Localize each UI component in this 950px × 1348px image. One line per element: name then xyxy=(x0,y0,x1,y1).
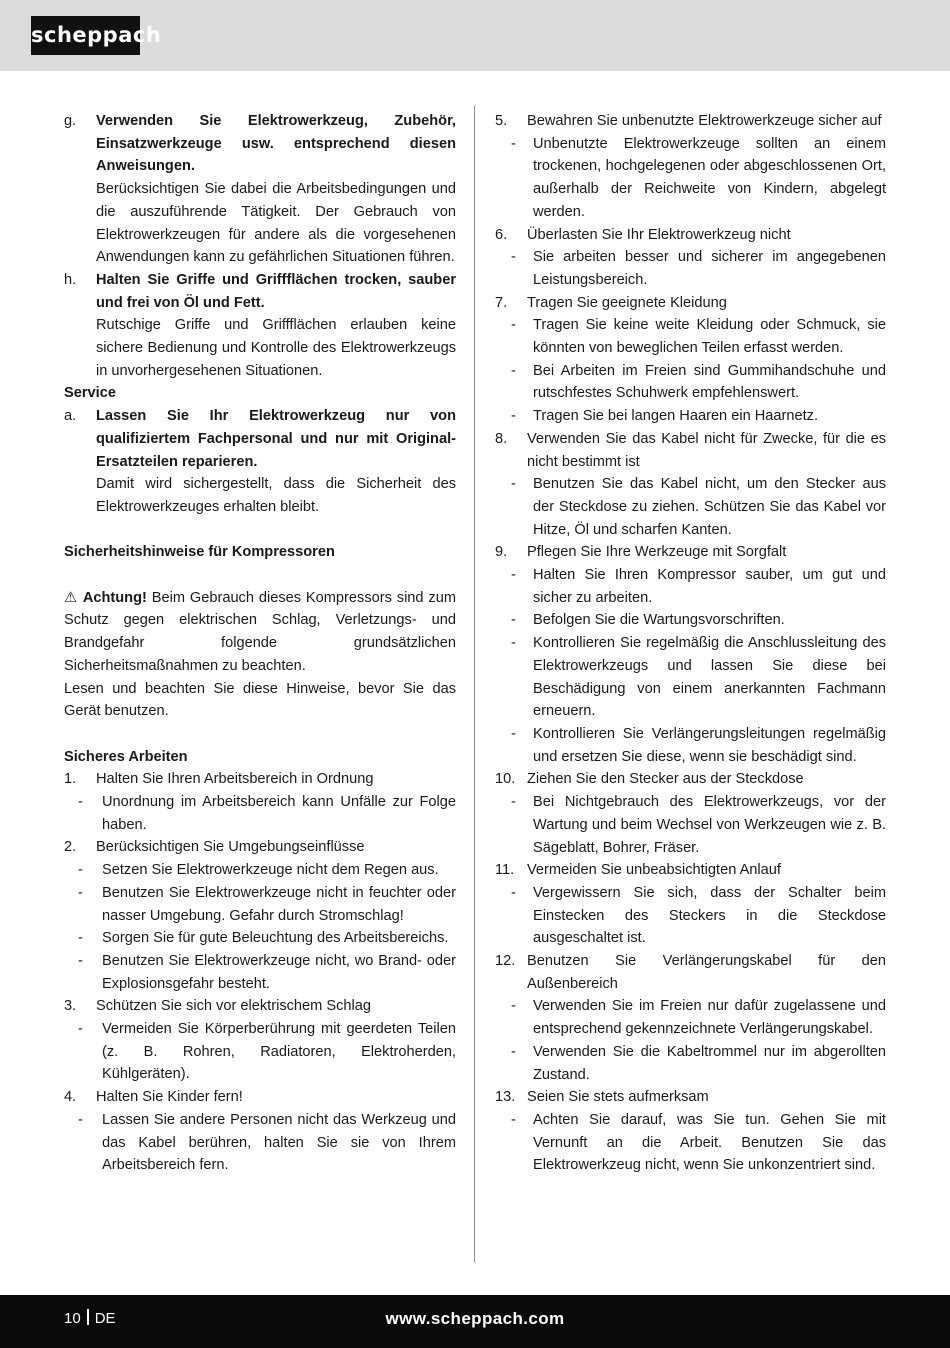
item-text: Damit wird sichergestellt, dass die Sicherheit des Elektrowerkzeuges erhalten bleibt. xyxy=(96,476,456,515)
sub-item xyxy=(64,1018,456,1086)
item-number: 7. xyxy=(495,294,508,311)
dash-bullet: - xyxy=(78,1021,83,1038)
sub-item xyxy=(64,950,456,995)
warning-icon: ⚠ xyxy=(64,589,78,606)
sub-item-text: Tragen Sie bei langen Haaren ein Haarnetz. xyxy=(533,408,819,425)
dash-bullet: - xyxy=(511,612,516,629)
safe-working-list-continued xyxy=(495,110,886,1177)
item-marker: g. xyxy=(64,113,77,129)
page-footer xyxy=(0,1295,950,1348)
sub-item xyxy=(495,360,886,405)
sub-item xyxy=(495,405,886,428)
item-title: Bewahren Sie unbenutzte Elektrowerkzeuge sicher auf xyxy=(527,113,882,129)
sub-item-text: Benutzen Sie Elektrowerkzeuge nicht in feuchter oder nasser Umgebung. Gefahr durch Stromschlag! xyxy=(102,884,456,924)
sub-item-text: Halten Sie Ihren Kompressor sauber, um gut und sicher zu arbeiten. xyxy=(533,567,886,606)
sub-item-text: Benutzen Sie das Kabel nicht, um den Stecker aus der Steckdose zu ziehen. Schützen Sie das Kabel vor Hitze, Öl und scharfen Kanten. xyxy=(533,476,886,538)
item-title: Benutzen Sie Verlängerungskabel für den Außenbereich xyxy=(527,953,886,992)
sub-item-text: Verwenden Sie die Kabeltrommel nur im abgerollten Zustand. xyxy=(533,1043,886,1083)
item-title: Halten Sie Kinder fern! xyxy=(96,1089,243,1106)
item-number: 3. xyxy=(64,998,77,1015)
dash-bullet: - xyxy=(511,884,516,901)
item-title: Seien Sie stets aufmerksam xyxy=(527,1089,709,1106)
sub-item xyxy=(495,1041,886,1086)
read-instructions: Lesen und beachten Sie diese Hinweise, bevor Sie das Gerät benutzen. xyxy=(64,680,456,720)
sub-item-text: Befolgen Sie die Wartungsvorschriften. xyxy=(533,612,785,629)
dash-bullet: - xyxy=(78,884,83,901)
list-item xyxy=(64,110,456,269)
website-link[interactable]: www.scheppach.com xyxy=(385,1309,565,1328)
sub-item-text: Unbenutzte Elektrowerkzeuge sollten an einem trockenen, hochgelegenen oder abgeschlossenen Ort, außerhalb der Reichweite von Kindern, abgelegt werden. xyxy=(533,135,886,220)
sub-item xyxy=(64,859,456,882)
dash-bullet: - xyxy=(511,794,516,811)
item-marker: a. xyxy=(64,408,77,425)
item-number: 10. xyxy=(495,771,516,788)
service-heading: Service xyxy=(64,385,116,402)
sub-item-text: Achten Sie darauf, was Sie tun. Gehen Sie mit Vernunft an die Arbeit. Benutzen Sie das Elektrowerkzeug nicht, wenn Sie unkonzentriert sind. xyxy=(533,1111,886,1174)
dash-bullet: - xyxy=(511,362,516,379)
item-marker: h. xyxy=(64,271,77,288)
sub-item-text: Bei Nichtgebrauch des Elektrowerkzeugs, vor der Wartung und beim Wechsel von Werkzeugen wie z. B. Sägeblatt, Bohrer, Fräser. xyxy=(533,794,886,856)
compressor-heading: Sicherheitshinweise für Kompressoren xyxy=(64,544,335,561)
sub-item xyxy=(495,1109,886,1177)
sub-item xyxy=(64,791,456,836)
item-text: Rutschige Griffe und Griffflächen erlauben keine sichere Bedienung und Kontrolle des Elektrowerkzeugs in unvorhergesehenen Situationen. xyxy=(96,317,456,379)
item-number: 11. xyxy=(495,862,515,879)
sub-item xyxy=(495,246,886,291)
dash-bullet: - xyxy=(511,249,516,266)
sub-item xyxy=(495,723,886,768)
dash-bullet: - xyxy=(511,135,516,152)
item-title: Berücksichtigen Sie Umgebungseinflüsse xyxy=(96,839,365,856)
sub-item-text: Tragen Sie keine weite Kleidung oder Schmuck, sie könnten von beweglichen Teilen erfasst werden. xyxy=(533,317,886,357)
page-header xyxy=(0,0,950,71)
sub-item xyxy=(495,133,886,224)
sub-item-text: Kontrollieren Sie regelmäßig die Anschlussleitung des Elektrowerkzeugs und lassen Sie diese bei Beschädigung von einem anerkannten Fachmann erneuern. xyxy=(533,635,886,720)
dash-bullet: - xyxy=(511,567,516,584)
item-number: 6. xyxy=(495,226,508,243)
dash-bullet: - xyxy=(511,408,516,425)
dash-bullet: - xyxy=(78,794,83,811)
list-item xyxy=(64,405,456,519)
numbered-item xyxy=(495,292,886,315)
item-number: 4. xyxy=(64,1089,77,1106)
language-code: DE xyxy=(94,1310,116,1327)
item-title: Tragen Sie geeignete Kleidung xyxy=(527,294,727,311)
sub-item-text: Sorgen Sie für gute Beleuchtung des Arbeitsbereichs. xyxy=(102,930,449,947)
item-number: 5. xyxy=(495,113,508,129)
numbered-item xyxy=(495,859,886,882)
list-item xyxy=(64,269,456,383)
item-title: Halten Sie Ihren Arbeitsbereich in Ordnung xyxy=(96,771,374,788)
sub-item-text: Kontrollieren Sie Verlängerungsleitungen regelmäßig und ersetzen Sie diese, wenn sie beschädigt sind. xyxy=(533,725,886,765)
dash-bullet: - xyxy=(78,862,83,879)
sub-item xyxy=(495,473,886,541)
item-number: 8. xyxy=(495,430,508,447)
scheppach-logo: scheppach xyxy=(31,16,140,55)
right-column xyxy=(495,110,886,1177)
sub-item-text: Setzen Sie Elektrowerkzeuge nicht dem Regen aus. xyxy=(102,862,439,879)
numbered-item xyxy=(64,836,456,859)
item-number: 2. xyxy=(64,839,77,856)
item-heading: Halten Sie Griffe und Griffflächen trocken, sauber und frei von Öl und Fett. xyxy=(96,271,456,311)
numbered-item xyxy=(64,1086,456,1109)
left-column xyxy=(64,110,456,1177)
sub-item xyxy=(495,314,886,359)
warning-label: Achtung! xyxy=(82,589,147,606)
sub-item xyxy=(495,564,886,609)
safe-working-list xyxy=(64,768,456,1177)
item-title: Vermeiden Sie unbeabsichtigten Anlauf xyxy=(527,862,781,879)
item-number: 9. xyxy=(495,544,508,561)
item-heading: Lassen Sie Ihr Elektrowerkzeug nur von qualifiziertem Fachpersonal und nur mit Original-Ersatzteilen reparieren. xyxy=(96,408,456,470)
sub-item xyxy=(495,995,886,1040)
sub-item-text: Lassen Sie andere Personen nicht das Werkzeug und das Kabel berühren, halten Sie sie von Ihrem Arbeitsbereich fern. xyxy=(102,1111,456,1174)
column-divider xyxy=(474,106,475,1262)
sub-item-text: Unordnung im Arbeitsbereich kann Unfälle zur Folge haben. xyxy=(102,794,456,833)
item-title: Pflegen Sie Ihre Werkzeuge mit Sorgfalt xyxy=(527,544,787,561)
dash-bullet: - xyxy=(511,476,516,493)
numbered-item xyxy=(64,768,456,791)
numbered-item xyxy=(495,224,886,247)
item-title: Schützen Sie sich vor elektrischem Schlag xyxy=(96,998,371,1015)
safe-working-heading: Sicheres Arbeiten xyxy=(64,748,188,765)
item-heading: Verwenden Sie Elektrowerkzeug, Zubehör, Einsatzwerkzeuge usw. entsprechend diesen Anweisungen. xyxy=(96,113,456,175)
item-number: 12. xyxy=(495,953,516,970)
dash-bullet: - xyxy=(511,635,516,652)
numbered-item xyxy=(495,768,886,791)
sub-item xyxy=(64,1109,456,1177)
sub-item-text: Benutzen Sie Elektrowerkzeuge nicht, wo Brand- oder Explosionsgefahr besteht. xyxy=(102,952,456,992)
dash-bullet: - xyxy=(511,317,516,334)
dash-bullet: - xyxy=(511,998,516,1015)
sub-item xyxy=(64,882,456,927)
dash-bullet: - xyxy=(78,1111,83,1128)
dash-bullet: - xyxy=(78,952,83,969)
sub-item xyxy=(495,609,886,632)
dash-bullet: - xyxy=(511,1111,516,1128)
page-number-value: 10 xyxy=(64,1310,81,1327)
numbered-item xyxy=(495,110,886,133)
warning-paragraph xyxy=(64,587,456,678)
sub-item-text: Bei Arbeiten im Freien sind Gummihandschuhe und rutschfestes Schuhwerk empfehlenswert. xyxy=(533,362,886,402)
item-title: Verwenden Sie das Kabel nicht für Zwecke, für die es nicht bestimmt ist xyxy=(527,430,886,470)
sub-item xyxy=(495,632,886,723)
dash-bullet: - xyxy=(511,1043,516,1060)
dash-bullet: - xyxy=(78,930,83,947)
sub-item-text: Sie arbeiten besser und sicherer im angegebenen Leistungsbereich. xyxy=(533,249,886,288)
sub-item xyxy=(495,791,886,859)
warning-text: Beim Gebrauch dieses Kompressors sind zum Schutz gegen elektrischen Schlag, Verletzungs- und Brandgefahr folgende grundsätzlichen Sicherheitsmaßnahmen zu beachten. xyxy=(64,589,456,674)
sub-item-text: Vermeiden Sie Körperberührung mit geerdeten Teilen (z. B. Rohren, Radiatoren, Elektroherden, Kühlgeräten). xyxy=(102,1021,456,1083)
item-title: Ziehen Sie den Stecker aus der Steckdose xyxy=(527,771,804,788)
numbered-item xyxy=(64,995,456,1018)
item-number: 1. xyxy=(64,771,77,788)
item-text: Berücksichtigen Sie dabei die Arbeitsbedingungen und die auszuführende Tätigkeit. Der Gebrauch von Elektrowerkzeugen für andere als die vorgesehenen Anwendungen kann zu gefährlichen Situationen führen. xyxy=(96,181,456,266)
dash-bullet: - xyxy=(511,725,516,742)
sub-item-text: Verwenden Sie im Freien nur dafür zugelassene und entsprechend gekennzeichnete Verlängerungskabel. xyxy=(533,998,886,1038)
numbered-item xyxy=(495,950,886,995)
sub-item-text: Vergewissern Sie sich, dass der Schalter beim Einstecken des Steckers in die Steckdose ausgeschaltet ist. xyxy=(533,884,886,947)
item-title: Überlasten Sie Ihr Elektrowerkzeug nicht xyxy=(527,226,791,243)
sub-item xyxy=(495,882,886,950)
sub-item xyxy=(64,927,456,950)
item-number: 13. xyxy=(495,1089,516,1106)
numbered-item xyxy=(495,428,886,473)
numbered-item xyxy=(495,1086,886,1109)
numbered-item xyxy=(495,541,886,564)
